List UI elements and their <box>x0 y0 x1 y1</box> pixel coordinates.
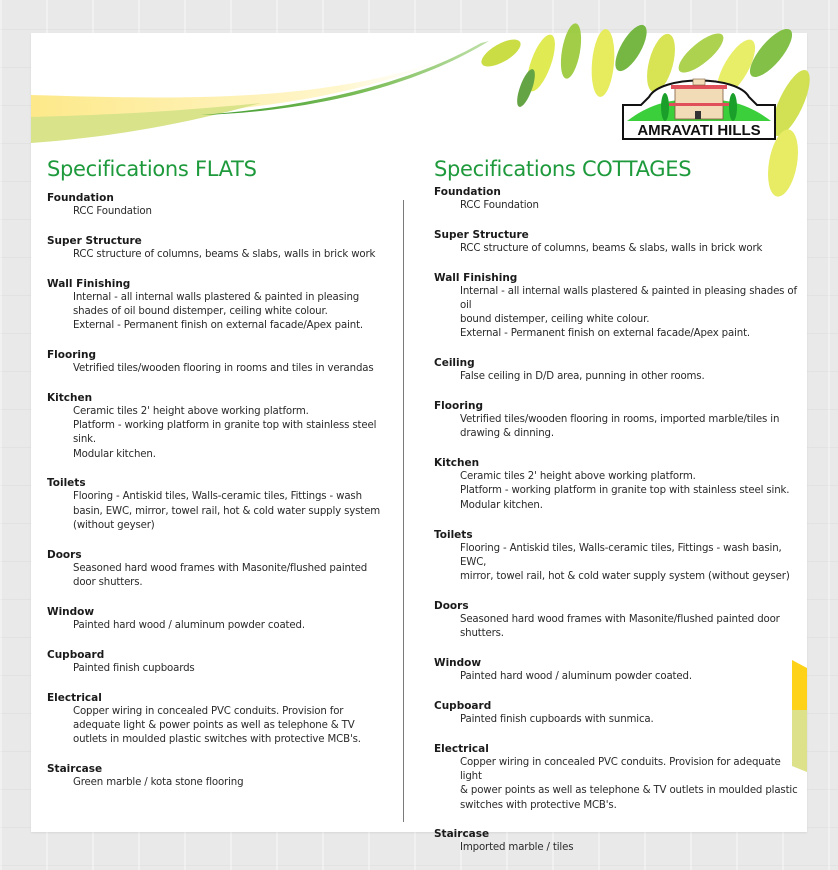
cottages-specifications <box>434 157 804 870</box>
swoosh-yellow-band <box>31 49 471 117</box>
spec-item-kitchen <box>47 391 397 462</box>
cottages-title: Specifications COTTAGES <box>434 157 692 181</box>
spec-item-window <box>434 656 804 684</box>
spec-item-wall-finishing <box>47 277 397 334</box>
spec-title: Wall Finishing <box>47 277 131 290</box>
spec-detail-line: sink. <box>73 434 96 446</box>
spec-item-cupboard <box>434 699 804 727</box>
spec-title: Foundation <box>47 192 114 204</box>
spec-item-electrical <box>434 742 804 813</box>
spec-detail-line: Ceramic tiles 2' height above working platform. <box>460 471 696 483</box>
spec-detail-line: & power points as well as telephone & TV outlets in moulded plastic <box>460 785 798 797</box>
spec-detail-line: adequate light & power points as well as telephone & TV <box>73 719 355 731</box>
spec-detail-line: External - Permanent finish on external facade/Apex paint. <box>73 320 364 332</box>
spec-item-wall-finishing <box>434 271 804 342</box>
spec-detail-line: RCC structure of columns, beams & slabs, walls in brick work <box>460 242 763 254</box>
spec-detail-line: Flooring - Antiskid tiles, Walls-ceramic tiles, Fittings - wash <box>73 491 362 503</box>
spec-detail-line: RCC Foundation <box>73 206 152 217</box>
spec-detail-line: External - Permanent finish on external facade/Apex paint. <box>460 328 751 340</box>
spec-title: Flooring <box>47 348 96 361</box>
spec-detail-line: Painted finish cupboards with sunmica. <box>460 713 654 725</box>
cottages-spec-list <box>434 185 804 856</box>
spec-title: Flooring <box>434 400 483 413</box>
spec-item-super-structure <box>47 234 397 262</box>
spec-detail-line: Modular kitchen. <box>73 448 156 460</box>
spec-detail-line: Seasoned hard wood frames with Masonite/flushed painted <box>73 562 368 574</box>
spec-detail-line: bound distemper, ceiling white colour. <box>460 314 650 326</box>
spec-detail-line: Internal - all internal walls plastered & painted in pleasing <box>73 291 360 303</box>
spec-item-ceiling <box>434 356 804 384</box>
spec-title: Super Structure <box>434 228 529 241</box>
spec-detail-line: mirror, towel rail, hot & cold water supply system (without geyser) <box>460 571 790 583</box>
spec-detail-line: drawing & dinning. <box>460 428 554 440</box>
flats-specifications <box>47 157 397 805</box>
spec-detail-line: shutters. <box>460 628 504 640</box>
spec-detail-line: RCC structure of columns, beams & slabs, walls in brick work <box>73 248 376 260</box>
spec-detail-line: basin, EWC, mirror, towel rail, hot & cold water supply system <box>73 505 381 517</box>
spec-title: Cupboard <box>47 648 105 661</box>
spec-sheet-card <box>31 33 807 854</box>
spec-detail-line: False ceiling in D/D area, punning in other rooms. <box>460 371 705 383</box>
spec-title: Super Structure <box>47 234 142 247</box>
spec-title: Window <box>47 605 95 618</box>
spec-title: Foundation <box>434 186 501 198</box>
spec-detail-line: switches with protective MCB's. <box>460 799 617 811</box>
spec-title: Kitchen <box>434 457 480 470</box>
spec-title: Kitchen <box>47 391 93 404</box>
spec-detail-line: outlets in moulded plastic switches with protective MCB's. <box>73 734 361 746</box>
spec-item-electrical <box>47 691 397 748</box>
spec-item-foundation <box>434 185 804 213</box>
spec-detail-line: Vetrified tiles/wooden flooring in rooms and tiles in verandas <box>73 362 374 374</box>
spec-detail-line: Flooring - Antiskid tiles, Walls-ceramic tiles, Fittings - wash basin, EWC, <box>460 542 782 568</box>
spec-title: Cupboard <box>434 699 492 712</box>
spec-detail-line: Ceramic tiles 2' height above working platform. <box>73 405 309 417</box>
spec-detail-line: Copper wiring in concealed PVC conduits. Provision for <box>73 705 344 717</box>
spec-detail-line: Painted finish cupboards <box>73 662 195 674</box>
spec-detail-line: door shutters. <box>73 577 143 589</box>
spec-item-foundation <box>47 191 397 219</box>
spec-title: Electrical <box>47 691 102 704</box>
spec-detail-line: Platform - working platform in granite top with stainless steel sink. <box>460 485 790 497</box>
spec-item-doors <box>434 599 804 642</box>
spec-detail-line: shades of oil bound distemper, ceiling white colour. <box>73 305 328 317</box>
spec-item-toilets <box>47 476 397 533</box>
spec-title: Toilets <box>434 528 473 541</box>
spec-title: Staircase <box>434 828 490 841</box>
spec-detail-line: Vetrified tiles/wooden flooring in rooms, imported marble/tiles in <box>460 414 780 426</box>
column-divider <box>403 200 404 822</box>
spec-item-super-structure <box>434 228 804 256</box>
spec-detail-line: RCC Foundation <box>460 200 539 211</box>
spec-title: Doors <box>434 599 469 612</box>
logo-text: AMRAVATI HILLS <box>637 122 761 139</box>
spec-item-staircase <box>47 762 397 790</box>
spec-item-staircase <box>434 827 804 855</box>
spec-item-toilets <box>434 528 804 585</box>
spec-detail-line: Painted hard wood / aluminum powder coated. <box>460 671 692 683</box>
spec-item-kitchen <box>434 456 804 513</box>
spec-item-flooring <box>434 399 804 442</box>
spec-item-window <box>47 605 397 633</box>
spec-detail-line: (without geyser) <box>73 520 155 532</box>
amravati-hills-logo <box>621 73 777 141</box>
spec-detail-line: Modular kitchen. <box>460 499 543 511</box>
spec-detail-line: Seasoned hard wood frames with Masonite/flushed painted door <box>460 613 780 625</box>
spec-title: Toilets <box>47 477 86 490</box>
spec-detail-line: Imported marble / tiles <box>460 842 574 854</box>
spec-title: Staircase <box>47 762 103 775</box>
spec-detail-line: Copper wiring in concealed PVC conduits. Provision for adequate light <box>460 756 781 782</box>
spec-title: Electrical <box>434 742 489 755</box>
spec-detail-line: Internal - all internal walls plastered & painted in pleasing shades of oil <box>460 285 797 311</box>
spec-item-cupboard <box>47 648 397 676</box>
spec-title: Wall Finishing <box>434 271 518 284</box>
spec-item-doors <box>47 548 397 591</box>
spec-title: Doors <box>47 548 82 561</box>
spec-detail-line: Painted hard wood / aluminum powder coated. <box>73 619 305 631</box>
spec-detail-line: Platform - working platform in granite top with stainless steel <box>73 420 377 432</box>
spec-title: Window <box>434 657 482 670</box>
flats-title: Specifications FLATS <box>47 157 257 181</box>
flats-spec-list <box>47 191 397 790</box>
spec-item-flooring <box>47 348 397 376</box>
spec-title: Ceiling <box>434 357 475 370</box>
spec-detail-line: Green marble / kota stone flooring <box>73 776 244 788</box>
